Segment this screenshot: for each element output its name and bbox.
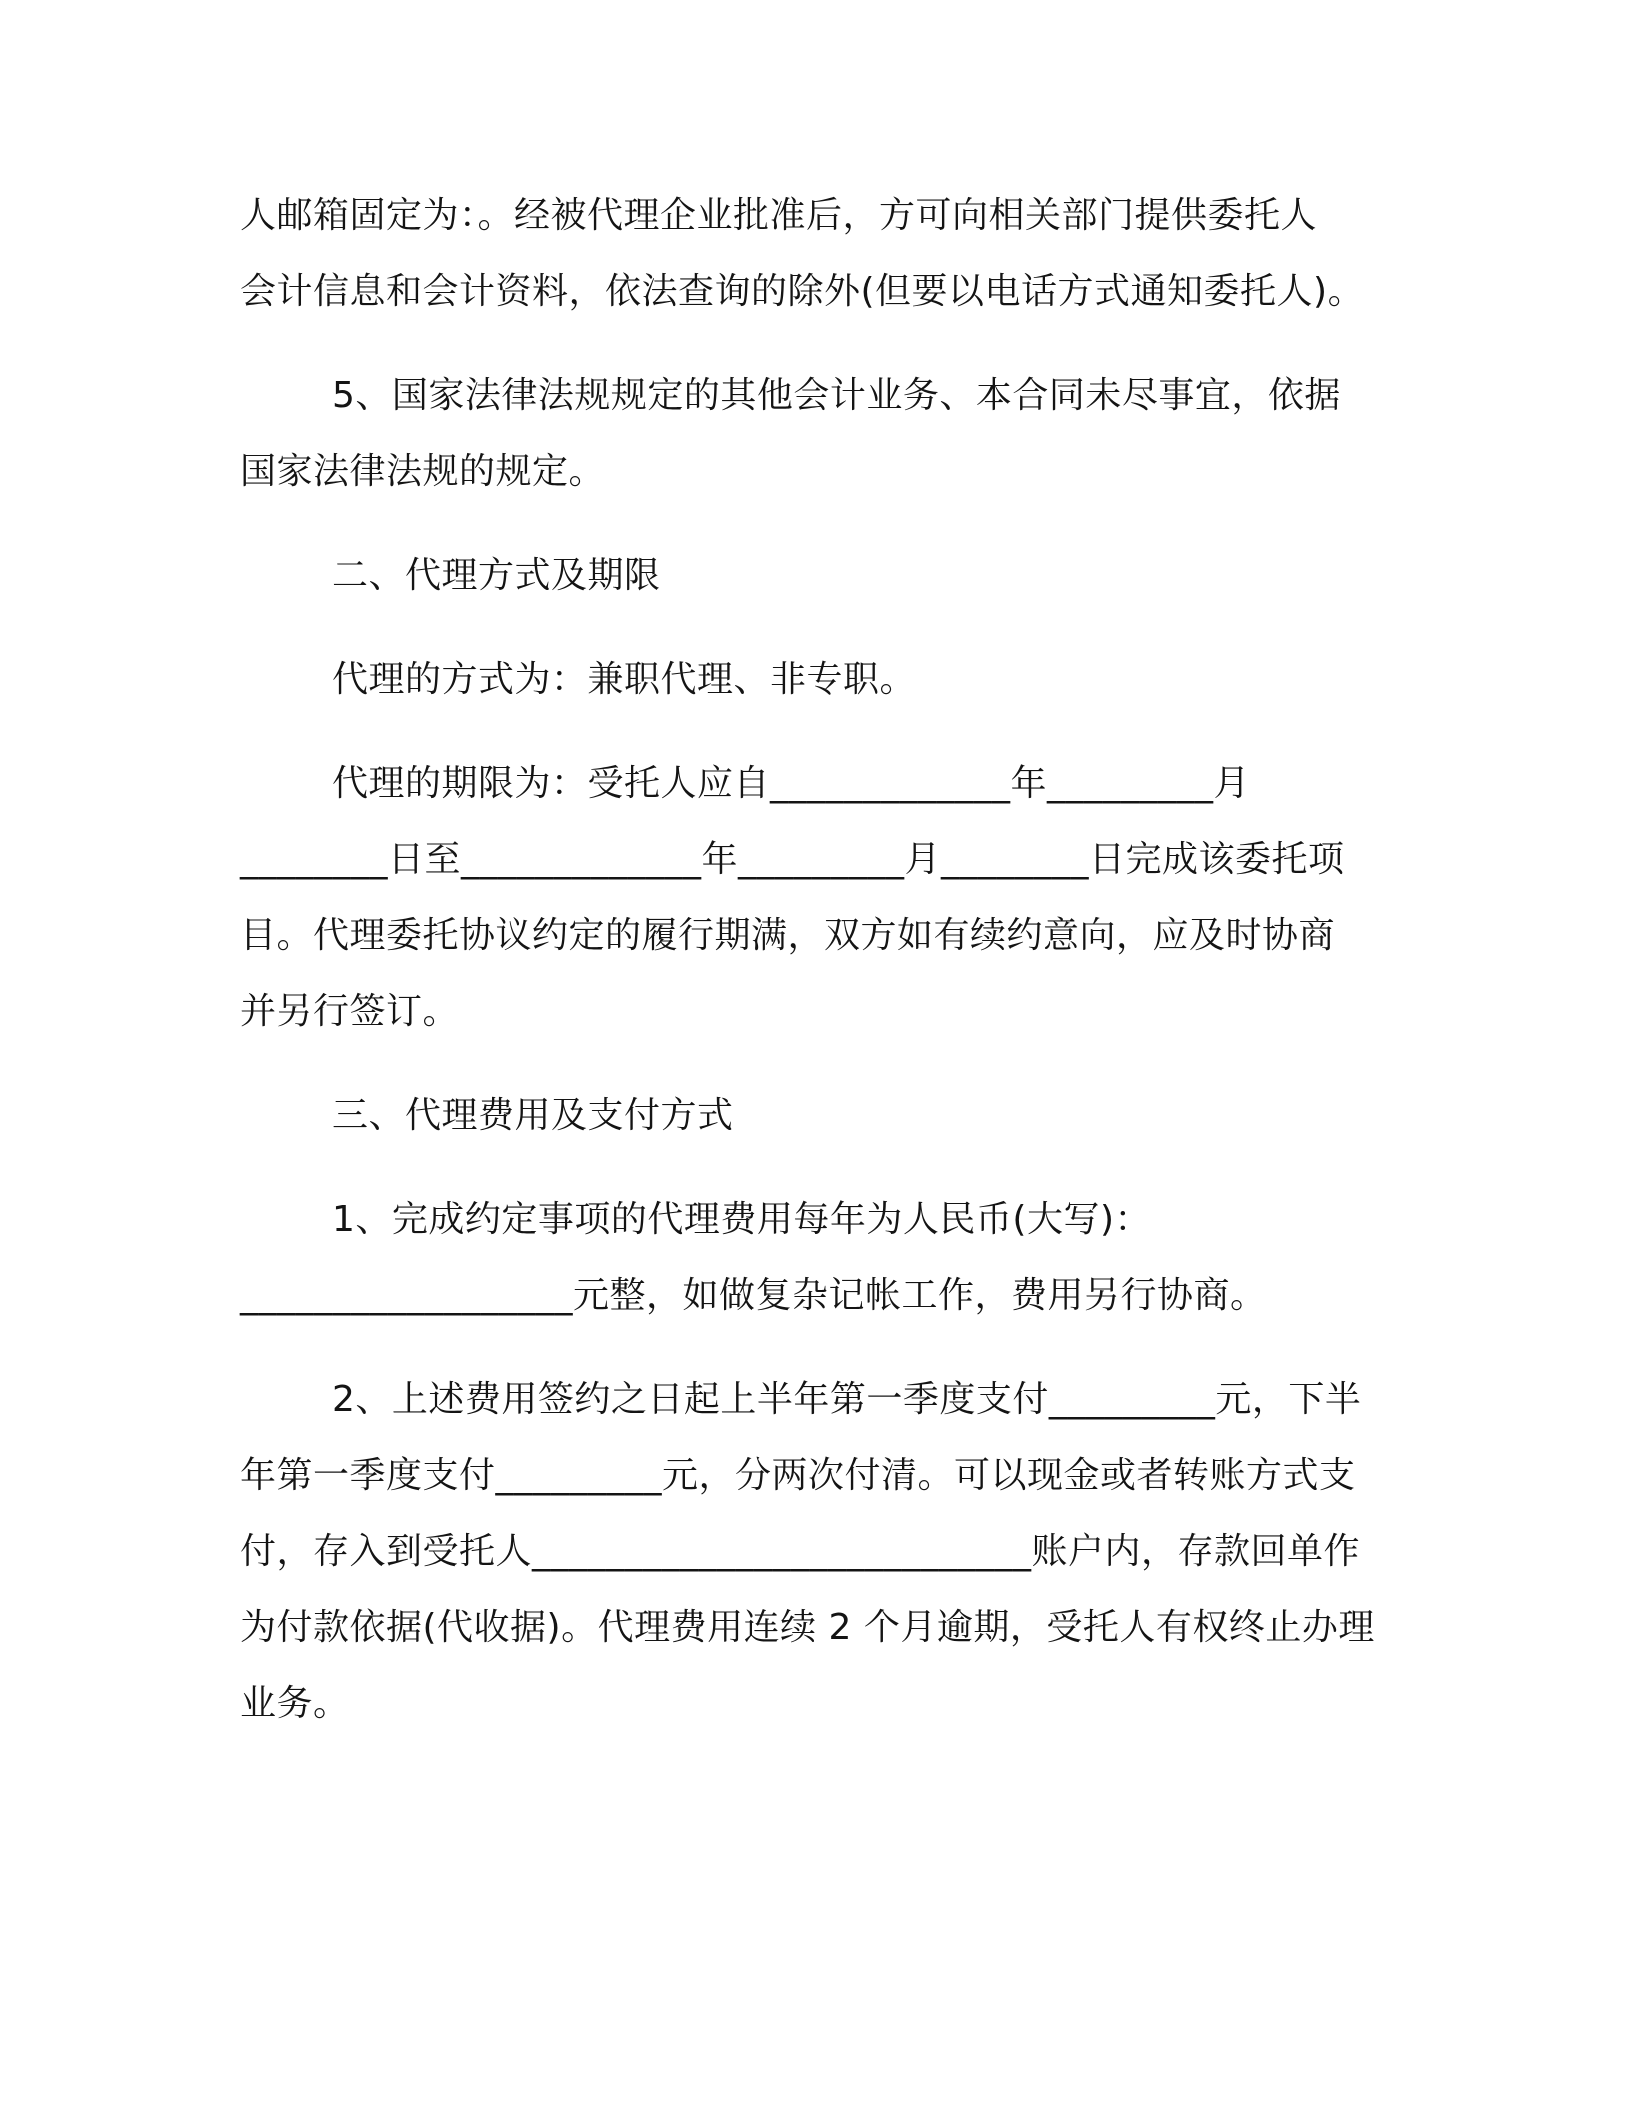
text-line: 目。代理委托协议约定的履行期满，双方如有续约意向，应及时协商	[240, 915, 1336, 956]
text-line: 业务。	[240, 1683, 350, 1724]
text-line: 付，存入到受托人___________________________账户内，存款回单作	[240, 1531, 1361, 1572]
text-line: 代理的方式为：兼职代理、非专职。	[332, 659, 917, 700]
text-line: 国家法律法规的规定。	[240, 451, 606, 492]
text-line: 1、完成约定事项的代理费用每年为人民币(大写)：	[332, 1199, 1151, 1240]
text-line: __________________元整，如做复杂记帐工作，费用另行协商。	[240, 1275, 1267, 1316]
text-line: ________日至_____________年_________月________日完成该委托项	[240, 839, 1345, 880]
section-heading: 二、代理方式及期限	[332, 555, 661, 596]
section-heading: 三、代理费用及支付方式	[332, 1095, 734, 1136]
text-line: 2、上述费用签约之日起上半年第一季度支付_________元，下半	[332, 1379, 1362, 1420]
text-line: 会计信息和会计资料，依法查询的除外(但要以电话方式通知委托人)。	[240, 271, 1365, 312]
text-line: 代理的期限为：受托人应自_____________年_________月	[332, 763, 1251, 804]
text-line: 5、国家法律法规规定的其他会计业务、本合同未尽事宜，依据	[332, 375, 1341, 416]
text-line: 为付款依据(代收据)。代理费用连续 2 个月逾期，受托人有权终止办理	[240, 1607, 1375, 1648]
text-line: 人邮箱固定为：。经被代理企业批准后，方可向相关部门提供委托人	[240, 195, 1318, 236]
text-line: 年第一季度支付_________元，分两次付清。可以现金或者转账方式支	[240, 1455, 1356, 1496]
text-line: 并另行签订。	[240, 991, 460, 1032]
